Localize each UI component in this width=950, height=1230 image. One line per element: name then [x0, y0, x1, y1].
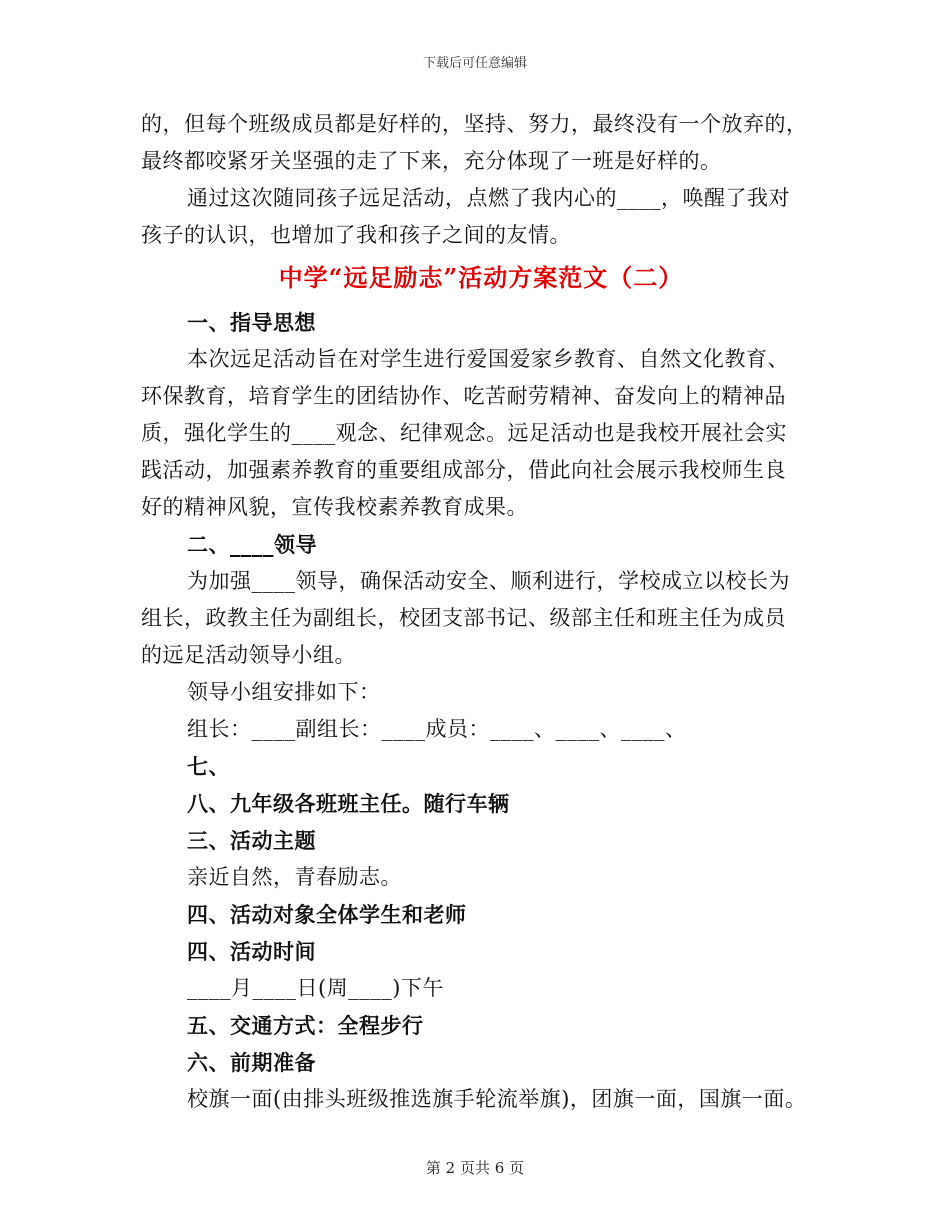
section-heading-time: 四、活动时间: [187, 939, 316, 964]
paragraph-line: 环保教育，培育学生的团结协作、吃苦耐劳精神、奋发向上的精神品: [141, 384, 786, 408]
section-heading-participants: 四、活动对象全体学生和老师: [187, 902, 467, 927]
paragraph-line: 践活动，加强素养教育的重要组成部分，借此向社会展示我校师生良: [141, 458, 786, 482]
section-heading-guiding-ideology: 一、指导思想: [187, 310, 316, 335]
document-title: 中学“远足励志”活动方案范文（二）: [278, 263, 684, 292]
paragraph-line: 好的精神风貌，宣传我校素养教育成果。: [141, 495, 528, 519]
section-heading-leadership: 二、____领导: [187, 532, 317, 557]
section-heading-seven: 七、: [187, 754, 230, 779]
paragraph-line: 组长，政教主任为副组长，校团支部书记、级部主任和班主任为成员: [141, 606, 786, 630]
paragraph-line: 最终都咬紧牙关坚强的走了下来，充分体现了一班是好样的。: [141, 149, 722, 173]
paragraph-line: 本次远足活动旨在对学生进行爱国爱家乡教育、自然文化教育、: [187, 347, 789, 371]
paragraph-line: 亲近自然，青春励志。: [187, 865, 402, 889]
paragraph-line: 组长：____副组长：____成员：____、____、____、: [187, 717, 687, 741]
paragraph-line: 的，但每个班级成员都是好样的，坚持、努力，最终没有一个放弃的，: [141, 112, 808, 136]
paragraph-line: 孩子的认识，也增加了我和孩子之间的友情。: [141, 223, 571, 247]
section-heading-preparation: 六、前期准备: [187, 1050, 316, 1075]
document-body: [141, 106, 821, 1118]
paragraph-line: 校旗一面(由排头班级推选旗手轮流举旗)，团旗一面，国旗一面。: [187, 1087, 807, 1111]
page-number: 第 2 页共 6 页: [425, 1159, 525, 1177]
paragraph-line: 领导小组安排如下：: [187, 680, 381, 704]
section-heading-eight: 八、九年级各班班主任。随行车辆: [187, 791, 510, 816]
header-note: 下载后可任意编辑: [422, 56, 527, 71]
paragraph-line: ____月____日(周____)下午: [187, 976, 444, 1000]
paragraph-line: 的远足活动领导小组。: [141, 643, 356, 667]
paragraph-line: 通过这次随同孩子远足活动，点燃了我内心的____，唤醒了我对: [187, 186, 790, 210]
paragraph-line: 为加强____领导，确保活动安全、顺利进行，学校成立以校长为: [187, 569, 790, 593]
section-heading-transport: 五、交通方式：全程步行: [187, 1013, 424, 1038]
section-heading-theme: 三、活动主题: [187, 828, 316, 853]
paragraph-line: 质，强化学生的____观念、纪律观念。远足活动也是我校开展社会实: [141, 421, 787, 445]
